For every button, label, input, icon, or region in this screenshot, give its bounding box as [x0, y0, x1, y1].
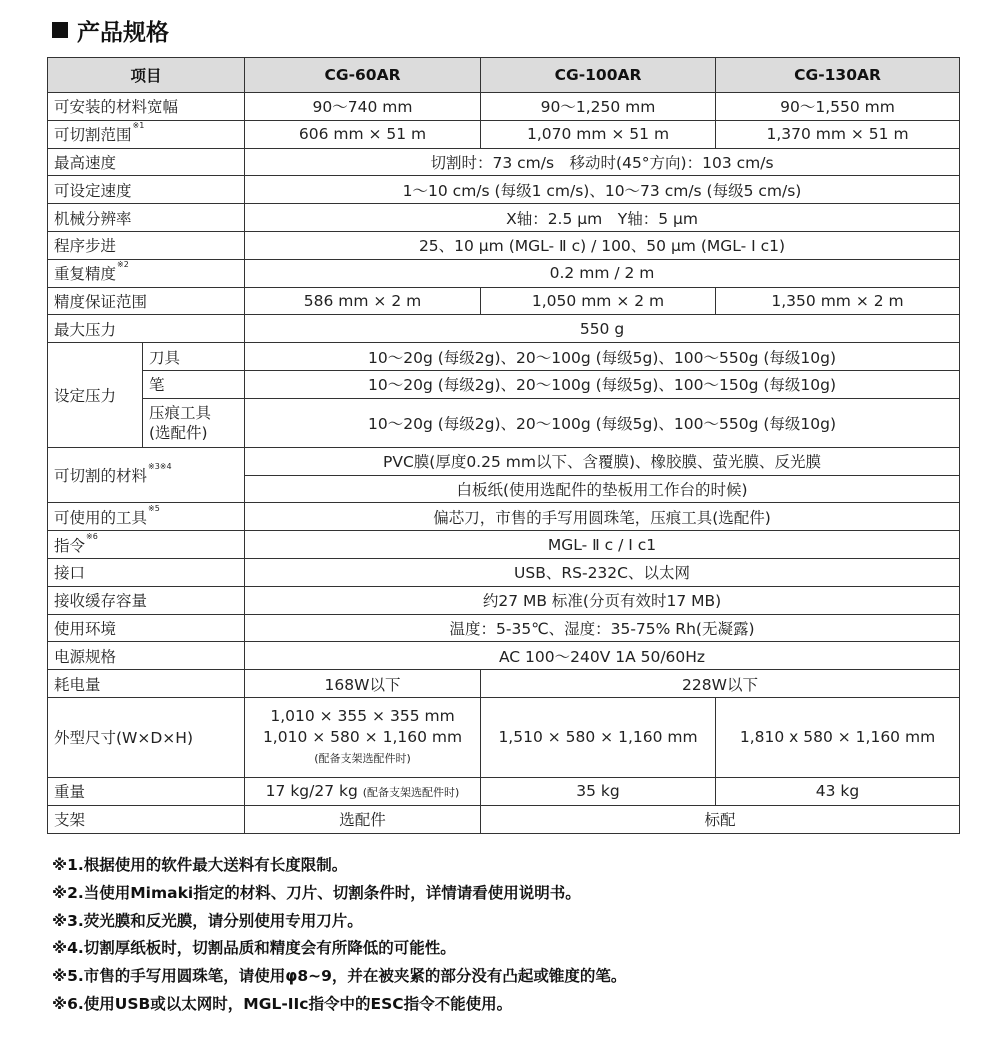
- row-label: 可设定速度: [48, 176, 245, 204]
- table-row: [48, 343, 960, 371]
- footnote: ※3.荧光膜和反光膜，请分别使用专用刀片。: [52, 911, 363, 930]
- cell-value: 1,350 mm × 2 m: [716, 287, 960, 315]
- footnote: ※1.根据使用的软件最大送料有长度限制。: [52, 856, 348, 874]
- row-label: [48, 120, 245, 148]
- table-row: [48, 531, 960, 559]
- footnote-mark: ※3※4: [148, 462, 172, 472]
- cell-value: 白板纸(使用选配件的垫板用工作台的时候): [245, 475, 960, 503]
- cell-value: 切割时：73 cm/s 移动时(45°方向)：103 cm/s: [245, 148, 960, 176]
- row-label: 精度保证范围: [48, 287, 245, 315]
- row-label: 支架: [48, 805, 245, 833]
- table-row: [48, 120, 960, 148]
- spec-table: [47, 57, 960, 834]
- label-text: 重复精度: [54, 265, 117, 284]
- label-text: 可切割范围: [54, 126, 132, 145]
- page-title: [52, 14, 169, 46]
- row-label: 使用环境: [48, 614, 245, 642]
- dimension-line: 1,010 × 580 × 1,160 mm: [262, 727, 463, 746]
- cell-value: 1,810 x 580 × 1,160 mm: [716, 697, 960, 777]
- footnotes: [52, 852, 626, 1019]
- row-label: [48, 447, 245, 503]
- table-row: [48, 204, 960, 232]
- cell-value: [245, 697, 481, 777]
- row-label: 接收缓存容量: [48, 586, 245, 614]
- cell-value: 1,510 × 580 × 1,160 mm: [481, 697, 716, 777]
- cell-value: 1～10 cm/s (每级1 cm/s)、10～73 cm/s (每级5 cm/s): [245, 176, 960, 204]
- cell-value: USB、RS-232C、以太网: [245, 558, 960, 586]
- table-row: [48, 670, 960, 698]
- table-row: [48, 777, 960, 805]
- table-row: [48, 370, 960, 398]
- cell-value: PVC膜(厚度0.25 mm以下、含覆膜)、橡胶膜、萤光膜、反光膜: [245, 447, 960, 475]
- header-item: 项目: [48, 58, 245, 93]
- cell-value: 1,050 mm × 2 m: [481, 287, 716, 315]
- weight-note: (配备支架选配件时): [362, 786, 460, 800]
- row-label: 接口: [48, 558, 245, 586]
- label-text: 可切割的材料: [54, 467, 148, 486]
- cell-value: 0.2 mm / 2 m: [245, 259, 960, 287]
- row-label: 耗电量: [48, 670, 245, 698]
- cell-value: 选配件: [245, 805, 481, 833]
- header-cg-60ar: CG-60AR: [245, 58, 481, 93]
- dimension-line: 1,010 × 355 × 355 mm: [270, 706, 455, 725]
- dimension-note: (配备支架选配件时): [314, 751, 411, 765]
- table-row: [48, 805, 960, 833]
- cell-value: 90～740 mm: [245, 93, 481, 121]
- table-row: [48, 558, 960, 586]
- table-row: [48, 259, 960, 287]
- cell-value: 606 mm × 51 m: [245, 120, 481, 148]
- cell-value: [245, 777, 481, 805]
- header-cg-130ar: CG-130AR: [716, 58, 960, 93]
- sub-label: 刀具: [143, 343, 245, 371]
- cell-value: 550 g: [245, 315, 960, 343]
- row-label: 设定压力: [48, 343, 143, 448]
- cell-value: 温度：5-35℃、湿度：35-75% Rh(无凝露): [245, 614, 960, 642]
- header-cg-100ar: CG-100AR: [481, 58, 716, 93]
- row-label: [48, 503, 245, 531]
- cell-value: 10～20g (每级2g)、20～100g (每级5g)、100～150g (每级10g): [245, 370, 960, 398]
- table-row: [48, 614, 960, 642]
- table-row: [48, 315, 960, 343]
- cell-value: 90～1,250 mm: [481, 93, 716, 121]
- row-label: 可安装的材料宽幅: [48, 93, 245, 121]
- row-label: [48, 531, 245, 559]
- row-label: 机械分辨率: [48, 204, 245, 232]
- cell-value: 标配: [481, 805, 960, 833]
- header-row: [48, 58, 960, 93]
- footnote: ※5.市售的手写用圆珠笔，请使用φ8~9，并在被夹紧的部分没有凸起或锥度的笔。: [52, 967, 627, 986]
- cell-value: 43 kg: [716, 777, 960, 805]
- row-label: [48, 259, 245, 287]
- sub-label-line: 压痕工具: [149, 403, 212, 422]
- footnote-mark: ※6: [86, 531, 98, 541]
- footnote: ※2.当使用Mimaki指定的材料、刀片、切割条件时，详情请看使用说明书。: [52, 883, 581, 902]
- table-row: [48, 586, 960, 614]
- footnote-mark: ※2: [117, 260, 129, 270]
- table-row: [48, 93, 960, 121]
- cell-value: X轴：2.5 μm Y轴：5 μm: [245, 204, 960, 232]
- footnote: ※4.切割厚纸板时，切割品质和精度会有所降低的可能性。: [52, 939, 456, 958]
- cell-value: 90～1,550 mm: [716, 93, 960, 121]
- weight-value: 17 kg/27 kg: [265, 782, 358, 801]
- sub-label: [143, 398, 245, 447]
- footnote-mark: ※1: [132, 121, 145, 131]
- footnote: ※6.使用USB或以太网时，MGL-IIc指令中的ESC指令不能使用。: [52, 994, 513, 1013]
- cell-value: 1,370 mm × 51 m: [716, 120, 960, 148]
- label-text: 可使用的工具: [54, 508, 148, 527]
- table-row: [48, 642, 960, 670]
- table-row: [48, 287, 960, 315]
- row-label: 程序步进: [48, 231, 245, 259]
- cell-value: 10～20g (每级2g)、20～100g (每级5g)、100～550g (每级10g): [245, 398, 960, 447]
- row-label: 最大压力: [48, 315, 245, 343]
- table-row: [48, 398, 960, 447]
- row-label: 电源规格: [48, 642, 245, 670]
- page-title-text: 产品规格: [77, 19, 169, 46]
- row-label: 外型尺寸(W×D×H): [48, 697, 245, 777]
- cell-value: 168W以下: [245, 670, 481, 698]
- sub-label-line: (选配件): [149, 423, 208, 442]
- table-row: [48, 503, 960, 531]
- row-label: 最高速度: [48, 148, 245, 176]
- cell-value: 586 mm × 2 m: [245, 287, 481, 315]
- cell-value: AC 100～240V 1A 50/60Hz: [245, 642, 960, 670]
- cell-value: MGL- Ⅱ c / Ⅰ c1: [245, 531, 960, 559]
- table-row: [48, 447, 960, 475]
- footnote-mark: ※5: [148, 503, 160, 513]
- table-row: [48, 176, 960, 204]
- table-row: [48, 231, 960, 259]
- cell-value: 1,070 mm × 51 m: [481, 120, 716, 148]
- table-row: [48, 148, 960, 176]
- cell-value: 约27 MB 标准(分页有效时17 MB): [245, 586, 960, 614]
- sub-label: 笔: [143, 370, 245, 398]
- cell-value: 25、10 μm (MGL- Ⅱ c) / 100、50 μm (MGL- Ⅰ c1): [245, 231, 960, 259]
- cell-value: 偏芯刀，市售的手写用圆珠笔，压痕工具(选配件): [245, 503, 960, 531]
- cell-value: 228W以下: [481, 670, 960, 698]
- square-bullet-icon: [52, 22, 68, 38]
- cell-value: 10～20g (每级2g)、20～100g (每级5g)、100～550g (每级10g): [245, 343, 960, 371]
- table-row: [48, 697, 960, 777]
- row-label: 重量: [48, 777, 245, 805]
- cell-value: 35 kg: [481, 777, 716, 805]
- label-text: 指令: [54, 536, 86, 555]
